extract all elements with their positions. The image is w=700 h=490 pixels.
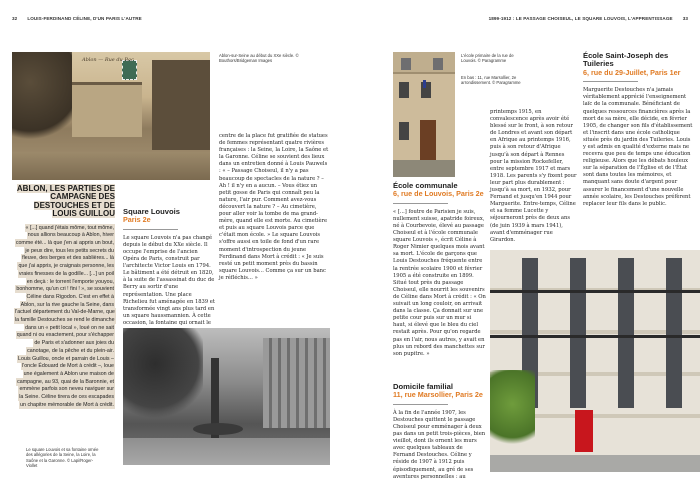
square-photo-caption: Le square Louvois et sa fontaine ornée des allégories de la Seine, la Loire, la Saône et la Garonne. © Lapi/Roger-Viollet [26, 447, 99, 468]
domicile-text-continued: printemps 1915, en convalescence après avoir été blessé sur le front, à son retour de Londres et avant son départ en Afrique au printemps 1916, puis à son retour d'Afrique jusqu'à son départ à Rennes pour la mission Rockefeller, entre septembre 1917 et mars 1918. Les parents s'y fixent pour leur part plus durablement : jusqu'à sa mort, en 1932, pour Fernand et jusqu'en 1944 pour Marguerite. Entre-temps, Céline et sa femme Lucette y séjourneront près de deux ans (de juin 1939 à mars 1941), avant d'emménager rue Girardon. [490, 109, 577, 243]
section-subtitle: 6, rue de Louvois, Paris 2e [393, 189, 484, 199]
school-photo-caption: L'école primaire de la rue de Louvois. © Paragramme [461, 53, 514, 64]
running-title: LOUIS-FERDINAND CÉLINE, D'UN PARIS L'AUTRE [27, 16, 142, 21]
section-text: À la fin de l'année 1907, les Destouches quittent le passage Choiseul pour emménager à deux pas dans un petit trois-pièces, bien vieillot, dont ils ornent les murs avec quelques tableaux de Fernand Destouches. Céline y réside de 1907 à 1912 puis épisodiquement, au gré de ses aventures personnelles : au [393, 409, 486, 480]
section-title: Domicile familial [393, 382, 453, 391]
section-text: Le square Louvois n'a pas changé depuis le début du XXe siècle. Il occupe l'emprise de l'ancien Opéra de Paris, construit par l'architecte Victor Louis en 1794. Le bâtiment a été détruit en 1820, à la suite de l'assassinat du duc de Berry au sortir d'une représentation. Une place Richelieu fut aménagée en 1839 et transformée vingt ans plus tard en un square haussmannien. À cette occasion, la fontaine qui ornait le [123, 234, 215, 326]
square-louvois-section [123, 207, 215, 326]
rue-marsollier-building-photo [490, 250, 700, 472]
divider [123, 229, 178, 230]
square-louvois-photo [123, 328, 330, 465]
divider [393, 404, 448, 405]
section-subtitle: Paris 2e [123, 215, 151, 225]
section-title: Square Louvois [123, 207, 180, 216]
divider [393, 203, 448, 204]
section-text: Marguerite Destouches n'a jamais véritablement apprécié l'enseignement laïc de la communale. Bénéficiant de quelques ressources financières après la mort de sa mère, elle décide, en février 1905, de changer son fils d'établissement et l'inscrit dans une école catholique située près du jardin des Tuileries. Louis y est admis en qualité d'externe mais ne recevra que peu de temps une éducation religieuse. Alors que les débats houleux sur la séparation de l'Église et de l'État sont dans toutes les mémoires, et manquant sans doute d'argent pour assurer le financement d'une nouvelle année scolaire, les Destouches préfèrent replacer leur fils dans le public. [583, 87, 693, 207]
saint-joseph-section [583, 52, 695, 233]
ecole-communale-section [393, 182, 486, 374]
section-title: École Saint-Joseph des Tuileries [583, 51, 669, 69]
section-title: École communale [393, 181, 458, 190]
page-number: 33 [682, 16, 688, 21]
page-number: 32 [12, 16, 18, 21]
domicile-section [393, 383, 486, 482]
section-subtitle: 11, rue Marsollier, Paris 2e [393, 390, 483, 400]
ablon-heading: ABLON, LES PARTIES DE CAMPAGNE DES DESTOUCHES ET DE LOUIS GUILLOU [16, 184, 115, 219]
square-louvois-text-continued: centre de la place fut gratifiée de statues de femmes représentant quatre rivières françaises : la Seine, la Loire, la Saône et la Garonne. Céline se souvient des lieux dans un entretien donné à Louis Pauwels : « – Passage Choiseul, il n'y a pas beaucoup de spectacles de la nature ? – Ah ! il n'y en a aucun. – Vous étiez un petit gosse de Paris qui connaît peu la nature, l'air pur. Comment avez-vous découvert la nature ? – Au cimetière, pour aller voir la tombe de ma grand-mère, quand elle est morte. Au cimetière et puis au square Louvois parce que c'était mon école. » Le square Louvois s'offre aussi en toile de fond d'un rare moment d'introspection du jeune Ferdinand dans Mort à crédit : « Je suis resté un petit moment près du bassin square Louvois... Comme ça sur un banc je réfléchis... » [219, 133, 329, 281]
ecole-communale-photo [393, 52, 455, 177]
ablon-photo-caption: Ablon-sur-Seine au début du XXe siècle. © Bouthors/Bridgeman Images [219, 53, 299, 64]
ablon-postcard-photo [12, 52, 210, 180]
ablon-sidebar [14, 185, 115, 410]
divider [583, 81, 638, 82]
building-photo-caption: En bas : 11, rue Marsollier, 2e arrondissement. © Paragramme [461, 75, 521, 86]
section-subtitle: 6, rue du 29-Juillet, Paris 1er [583, 67, 681, 77]
header-right [489, 16, 688, 21]
running-title: 1899-1912 : LE PASSAGE CHOISEUL, LE SQUARE LOUVOIS, L'APPRENTISSAGE [488, 16, 673, 21]
header-left [12, 16, 142, 21]
ablon-text: « [...] quand j'étais môme, tout môme, nous allions beaucoup à Ablon, hiver comme été... là que j'en ai appris un bout, je peux dire, tous les petits secrets du fleuve, des berges et des sablières... là que j'ai appris, je craignais personne, les vraies finesses de la godille... [...] un poil en deçà : le torrent l'emporte youyou, bonhomme, qu'un cri ! fini ! », se souvient Céline dans Rigodon. C'est en effet à Ablon, sur la rive gauche la Seine, dans l'actuel département du Val-de-Marne, que la famille Destouches se rend le dimanche dans un « petit local », loué on ne sait quand ni ou exactement, pour s'échapper de Paris et s'adonner aux joies du canotage, de la pêche et du plein-air. Louis Guillou, oncle et parrain de Louis – l'oncle Édouard de Mort à crédit –, loue une également à Ablon une maison de campagne, au 93, quai de la Baronnie, et emmène parfois son neveu naviguer sur la Seine. Céline tirera de ces escapades un chapitre mémorable de Mort à crédit. [15, 224, 115, 408]
section-text: « [...] foutre de Parisien je suis, nullement suisse, apatride foireux, né à Courbevoie, élevé au passage Choiseul et à l'école communale square Louvois », écrit Céline à Roger Nimier quelques mois avant sa mort. L'école de garçons que Louis Destouches fréquente entre la rentrée scolaire 1900 et février 1905 a été construite en 1899. Situé tout près du passage Choiseul, elle nourrit les souvenirs de Céline dans Mort à crédit : « On suivait un long couloir, on arrivait dans la classe. Ça donnait sur une petite cour puis sur un mur si haut, si élevé que le bleu du ciel restait après. Pour qu'on regarde pas en l'air, nous autres, y avait en plus un rebord des manchettes sur son pupitre. » [393, 208, 486, 357]
postcard-label: Ablon — Rue du Bac [82, 57, 134, 63]
